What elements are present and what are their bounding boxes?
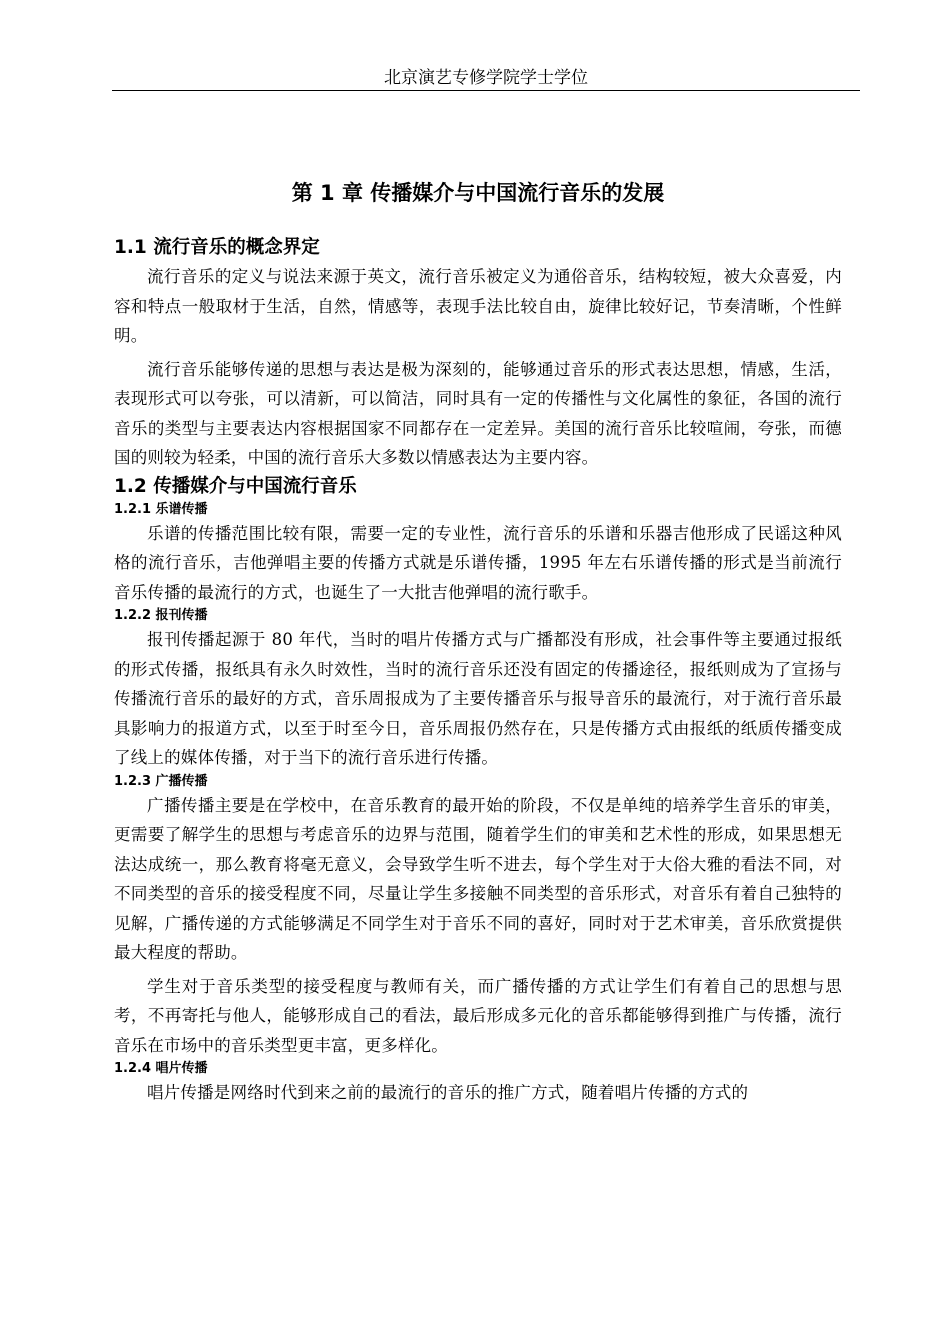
paragraph-1-2-2: 报刊传播起源于 80 年代，当时的唱片传播方式与广播都没有形成，社会事件等主要通过报纸的形式传播，报纸具有永久时效性，当时的流行音乐还没有固定的传播途径，报纸则成为了宣扬与传播流行音乐的最好的方式，音乐周报成为了主要传播音乐与报导音乐的最流行，对于流行音乐最具影响力的报道方式，以至于时至今日，音乐周报仍然存在，只是传播方式由报纸的纸质传播变成了线上的媒体传播，对于当下的流行音乐进行传播。 [114, 630, 842, 767]
subsection-title-1-2-3: 1.2.3 广播传播 [114, 773, 208, 789]
paragraph-1-2-1: 乐谱的传播范围比较有限，需要一定的专业性，流行音乐的乐谱和乐器吉他形成了民谣这种风格的流行音乐，吉他弹唱主要的传播方式就是乐谱传播，1995 年左右乐谱传播的形式是当前流行音乐传播的最流行的方式，也诞生了一大批吉他弹唱的流行歌手。 [114, 523, 842, 602]
paragraph-1-1-a: 流行音乐的定义与说法来源于英文，流行音乐被定义为通俗音乐，结构较短，被大众喜爱，内容和特点一般取材于生活，自然，情感等，表现手法比较自由，旋律比较好记，节奏清晰，个性鲜明。 [114, 267, 842, 345]
subsection-title-1-2-2: 1.2.2 报刊传播 [114, 608, 208, 623]
subsection-title-1-2-1: 1.2.1 乐谱传播 [114, 501, 208, 517]
section-title-1-1: 1.1 流行音乐的概念界定 [114, 237, 320, 258]
paragraph-1-1-b: 流行音乐能够传递的思想与表达是极为深刻的，能够通过音乐的形式表达思想，情感，生活，表现形式可以夸张，可以清新，可以简洁，同时具有一定的传播性与文化属性的象征，各国的流行音乐的类型与主要表达内容根据国家不同都存在一定差异。美国的流行音乐比较喧闹，夸张，而德国的则较为轻柔，中国的流行音乐大多数以情感表达为主要内容。 [114, 359, 842, 467]
section-title-1-2: 1.2 传播媒介与中国流行音乐 [114, 475, 357, 497]
page-header-title: 北京演艺专修学院学士学位 [384, 68, 588, 88]
page-content [114, 176, 842, 1108]
chapter-title: 第 1 章 传播媒介与中国流行音乐的发展 [291, 181, 665, 205]
paragraph-1-2-3-a: 广播传播主要是在学校中，在音乐教育的最开始的阶段，不仅是单纯的培养学生音乐的审美，更需要了解学生的思想与考虑音乐的边界与范围，随着学生们的审美和艺术性的形成，如果思想无法达成统一，那么教育将毫无意义，会导致学生听不进去，每个学生对于大俗大雅的看法不同，对不同类型的音乐的接受程度不同，尽量让学生多接触不同类型的音乐形式，对音乐有着自己独特的见解，广播传递的方式能够满足不同学生对于音乐不同的喜好，同时对于艺术审美，音乐欣赏提供最大程度的帮助。 [114, 795, 842, 962]
header-rule [112, 90, 860, 91]
subsection-title-1-2-4: 1.2.4 唱片传播 [114, 1061, 208, 1076]
paragraph-1-2-3-b: 学生对于音乐类型的接受程度与教师有关，而广播传播的方式让学生们有着自己的思想与思考，不再寄托与他人，能够形成自己的看法，最后形成多元化的音乐都能够得到推广与传播，流行音乐在市场中的音乐类型更丰富，更多样化。 [114, 976, 842, 1055]
paragraph-1-2-4: 唱片传播是网络时代到来之前的最流行的音乐的推广方式，随着唱片传播的方式的 [147, 1083, 749, 1102]
